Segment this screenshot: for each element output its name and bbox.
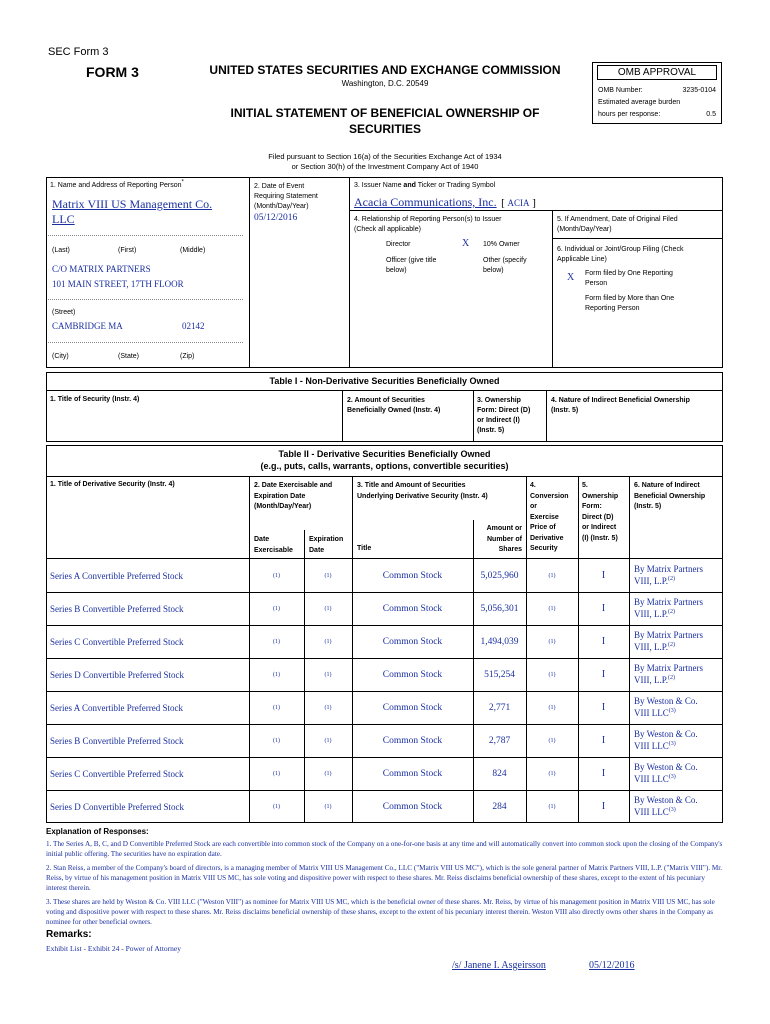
table1-col2-header: 2. Amount of Securities Beneficially Owned (Instr. 4) bbox=[347, 397, 441, 414]
row-date-exercisable: (1) bbox=[273, 770, 280, 777]
table2-col3-header: 3. Title and Amount of Securities Underlying Derivative Security (Instr. 4) bbox=[357, 482, 488, 500]
row-security-title: Series B Convertible Preferred Stock bbox=[50, 603, 184, 614]
row-expiration-date: (1) bbox=[324, 572, 332, 579]
box3-label: 3. Issuer Name and Ticker or Trading Symbol bbox=[354, 182, 496, 189]
row-underlying-shares: 2,771 bbox=[488, 702, 511, 713]
table-row bbox=[46, 559, 723, 592]
row-expiration-date: (1) bbox=[324, 605, 332, 612]
row-nature-of-ownership: By Matrix Partners VIII, L.P.$^{(2)}$ bbox=[634, 630, 703, 652]
row-conversion-price: (1) bbox=[548, 803, 556, 810]
table1-title: Table I - Non-Derivative Securities Beneficially Owned bbox=[269, 376, 500, 386]
box1-label: 1. Name and Address of Reporting Person* bbox=[50, 179, 184, 189]
omb-hours-value: 0.5 bbox=[706, 111, 716, 118]
table2-col5-header: 5. Ownership Form: Direct (D) or Indirect (I) (Instr. 5) bbox=[582, 482, 619, 542]
filed-pursuant-line2: or Section 30(h) of the Investment Company Act of 1940 bbox=[291, 162, 479, 171]
table2-date-exercisable-header: Date Exercisable bbox=[254, 536, 293, 554]
row-underlying-title: Common Stock bbox=[382, 702, 443, 713]
row-underlying-shares: 824 bbox=[492, 768, 507, 779]
row-date-exercisable: (1) bbox=[273, 803, 280, 810]
remarks-text: Exhibit List - Exhibit 24 - Power of Attorney bbox=[46, 944, 181, 953]
footnote-2: 2. Stan Reiss, a member of the Company's board of directors, is a managing member of Matrix VIII US Management Co., LLC ("Matrix VIII US MC"), which is the sole general partner of Matrix Partners VIII, L.P. ("Matrix VIII"). Mr. Reiss, by virtue of his management position in Matrix VIII US MC, has sole voting and dispositive power with respect to these shares. Mr. Reiss disclaims beneficial ownership of these shares, except to the extent of his pecuniary interest therein. bbox=[46, 864, 723, 892]
row-ownership-form: I bbox=[601, 801, 606, 812]
row-security-title: Series A Convertible Preferred Stock bbox=[50, 702, 183, 713]
row-underlying-title: Common Stock bbox=[382, 801, 443, 812]
omb-hours-label: hours per response: bbox=[598, 111, 661, 118]
box5-label: 5. If Amendment, Date of Original Filed (Month/Day/Year) bbox=[557, 216, 678, 233]
table-row bbox=[46, 658, 723, 691]
statement-title-line1: INITIAL STATEMENT OF BENEFICIAL OWNERSHIP OF bbox=[230, 106, 540, 120]
row-date-exercisable: (1) bbox=[273, 671, 280, 678]
footnote-ref: (3) bbox=[668, 741, 676, 747]
omb-number-value: 3235-0104 bbox=[682, 87, 716, 94]
row-underlying-shares: 284 bbox=[492, 801, 507, 812]
omb-burden-label: Estimated average burden bbox=[598, 99, 681, 106]
row-conversion-price: (1) bbox=[548, 737, 556, 744]
footnote-ref: (2) bbox=[668, 609, 675, 615]
remarks-heading: Remarks: bbox=[46, 929, 92, 940]
issuer-name-row: Acacia Communications, Inc. [ ACIA ] bbox=[354, 195, 536, 209]
row-ownership-form: I bbox=[601, 669, 606, 680]
row-underlying-shares: 1,494,039 bbox=[480, 636, 519, 647]
ticker-symbol: ACIA bbox=[507, 198, 530, 208]
table-row bbox=[46, 724, 723, 757]
single-filer-checkmark: X bbox=[567, 272, 575, 283]
last-label: (Last) bbox=[52, 247, 70, 254]
omb-approval-title: OMB APPROVAL bbox=[597, 65, 717, 80]
row-conversion-price: (1) bbox=[548, 671, 556, 678]
row-nature-of-ownership: By Matrix Partners VIII, L.P.$^{(2)}$ bbox=[634, 564, 703, 586]
form-number: FORM 3 bbox=[86, 64, 139, 80]
row-security-title: Series A Convertible Preferred Stock bbox=[50, 570, 183, 581]
box4-label: 4. Relationship of Reporting Person(s) to Issuer (Check all applicable) bbox=[354, 216, 502, 233]
sec-form-label: SEC Form 3 bbox=[48, 46, 109, 58]
table2-col4-header: 4. Conversion or Exercise Price of Derivative Security bbox=[530, 482, 569, 552]
row-underlying-title: Common Stock bbox=[382, 570, 443, 581]
first-label: (First) bbox=[118, 247, 137, 254]
issuer-name-link[interactable]: Acacia Communications, Inc. bbox=[354, 195, 497, 209]
row-nature-of-ownership: By Weston & Co. VIII LLC$^{(3)}$ bbox=[634, 762, 698, 784]
row-security-title: Series D Convertible Preferred Stock bbox=[50, 801, 184, 812]
footnote-ref: (3) bbox=[668, 708, 676, 714]
table2-title: Table II - Derivative Securities Beneficially Owned (e.g., puts, calls, warrants, options, convertible securities) bbox=[260, 449, 509, 471]
row-ownership-form: I bbox=[601, 768, 606, 779]
row-ownership-form: I bbox=[601, 702, 606, 713]
other-label: Other (specify below) bbox=[483, 257, 527, 274]
zip-label: (Zip) bbox=[180, 353, 195, 360]
row-date-exercisable: (1) bbox=[273, 605, 280, 612]
middle-label: (Middle) bbox=[180, 247, 206, 254]
table1-col4-header: 4. Nature of Indirect Beneficial Ownership (Instr. 5) bbox=[551, 397, 690, 414]
row-expiration-date: (1) bbox=[324, 704, 332, 711]
row-nature-of-ownership: By Matrix Partners VIII, L.P.$^{(2)}$ bbox=[634, 663, 703, 685]
row-date-exercisable: (1) bbox=[273, 704, 280, 711]
row-underlying-title: Common Stock bbox=[382, 603, 443, 614]
row-underlying-shares: 5,056,301 bbox=[480, 603, 519, 614]
zip-value: 02142 bbox=[182, 321, 205, 331]
signature-name: /s/ Janene I. Asgeirsson bbox=[452, 960, 546, 971]
row-conversion-price: (1) bbox=[548, 572, 556, 579]
row-underlying-shares: 515,254 bbox=[484, 669, 515, 680]
row-date-exercisable: (1) bbox=[273, 737, 280, 744]
row-nature-of-ownership: By Weston & Co. VIII LLC$^{(3)}$ bbox=[634, 729, 698, 751]
row-security-title: Series C Convertible Preferred Stock bbox=[50, 768, 184, 779]
table-row bbox=[46, 625, 723, 658]
row-date-exercisable: (1) bbox=[273, 638, 280, 645]
row-conversion-price: (1) bbox=[548, 704, 556, 711]
table-row bbox=[46, 790, 723, 823]
row-nature-of-ownership: By Weston & Co. VIII LLC$^{(3)}$ bbox=[634, 696, 698, 718]
table-row bbox=[46, 691, 723, 724]
table1-col3-header: 3. Ownership Form: Direct (D) or Indirect (I) (Instr. 5) bbox=[477, 397, 531, 434]
explanation-notes bbox=[46, 839, 724, 931]
event-date: 05/12/2016 bbox=[254, 213, 298, 223]
director-checkmark: X bbox=[462, 238, 470, 249]
statement-title-line2: SECURITIES bbox=[348, 122, 421, 136]
explanation-heading: Explanation of Responses: bbox=[46, 827, 149, 836]
table2-expiration-header: Expiration Date bbox=[309, 536, 344, 554]
row-expiration-date: (1) bbox=[324, 803, 332, 810]
city-label: (City) bbox=[52, 353, 69, 360]
footnote-ref: (2) bbox=[668, 642, 675, 648]
footnote-ref: (3) bbox=[668, 774, 676, 780]
table-row bbox=[46, 757, 723, 790]
row-underlying-title: Common Stock bbox=[382, 735, 443, 746]
row-conversion-price: (1) bbox=[548, 605, 556, 612]
table2-title-subheader: Title bbox=[357, 545, 372, 552]
signature-date: 05/12/2016 bbox=[589, 960, 635, 971]
row-underlying-title: Common Stock bbox=[382, 768, 443, 779]
footnote-ref: (3) bbox=[668, 807, 676, 813]
table2-col6-header: 6. Nature of Indirect Beneficial Ownership (Instr. 5) bbox=[634, 482, 706, 510]
footnote-ref: (2) bbox=[668, 675, 675, 681]
row-security-title: Series B Convertible Preferred Stock bbox=[50, 735, 184, 746]
row-ownership-form: I bbox=[601, 735, 606, 746]
omb-number-label: OMB Number: bbox=[598, 87, 643, 94]
box6-label: 6. Individual or Joint/Group Filing (Check Applicable Line) bbox=[557, 246, 684, 263]
state-label: (State) bbox=[118, 353, 140, 360]
row-expiration-date: (1) bbox=[324, 770, 332, 777]
address-line2: 101 MAIN STREET, 17TH FLOOR bbox=[52, 279, 184, 289]
reporting-person-name[interactable]: Matrix VIII US Management Co. LLC bbox=[52, 197, 213, 226]
row-conversion-price: (1) bbox=[548, 770, 556, 777]
row-security-title: Series C Convertible Preferred Stock bbox=[50, 636, 184, 647]
filed-pursuant-line1: Filed pursuant to Section 16(a) of the Securities Exchange Act of 1934 bbox=[268, 152, 502, 161]
box2-label: 2. Date of Event Requiring Statement (Month/Day/Year) bbox=[254, 183, 318, 210]
table-row bbox=[46, 592, 723, 625]
table2-amount-subheader: Amount or Number of Shares bbox=[486, 525, 522, 553]
footnote-3: 3. These shares are held by Weston & Co. VIII LLC ("Weston VIII") as nominee for Matrix VIII US MC, which is the beneficial owner of these shares. Mr. Reiss, by virtue of his management position in Matrix VIII US MC, has sole voting and dispositive power with respect to these shares. Mr. Reiss disclaims beneficial ownership of these shares, except to the extent of his pecuniary interest therein. Weston VIII also directly owns other shares in the Company as nominee for other beneficial owners. bbox=[46, 898, 715, 926]
row-underlying-shares: 2,787 bbox=[488, 735, 511, 746]
row-underlying-title: Common Stock bbox=[382, 669, 443, 680]
street-label: (Street) bbox=[52, 309, 76, 316]
row-conversion-price: (1) bbox=[548, 638, 556, 645]
row-security-title: Series D Convertible Preferred Stock bbox=[50, 669, 184, 680]
row-ownership-form: I bbox=[601, 636, 606, 647]
row-expiration-date: (1) bbox=[324, 737, 332, 744]
group-filer-label: Form filed by More than One Reporting Person bbox=[585, 295, 675, 312]
row-ownership-form: I bbox=[601, 603, 606, 614]
footnote-1: 1. The Series A, B, C, and D Convertible Preferred Stock are each convertible into common stock of the Company on a one-for-one basis at any time and will automatically convert into common stock upon the closing of the Company's initial public offering. The securities have no expiration date. bbox=[46, 840, 723, 858]
row-ownership-form: I bbox=[601, 570, 606, 581]
commission-location: Washington, D.C. 20549 bbox=[341, 79, 429, 88]
city-value: CAMBRIDGE MA bbox=[52, 321, 123, 331]
single-filer-label: Form filed by One Reporting Person bbox=[585, 270, 673, 287]
row-nature-of-ownership: By Matrix Partners VIII, L.P.$^{(2)}$ bbox=[634, 597, 703, 619]
director-label: Director bbox=[386, 241, 411, 248]
row-expiration-date: (1) bbox=[324, 671, 332, 678]
commission-title: UNITED STATES SECURITIES AND EXCHANGE COMMISSION bbox=[209, 63, 561, 77]
table2-col2-header: 2. Date Exercisable and Expiration Date (Month/Day/Year) bbox=[254, 482, 333, 510]
address-line1: C/O MATRIX PARTNERS bbox=[52, 264, 151, 274]
ten-percent-label: 10% Owner bbox=[483, 241, 520, 248]
row-underlying-title: Common Stock bbox=[382, 636, 443, 647]
table1-col1-header: 1. Title of Security (Instr. 4) bbox=[50, 396, 140, 403]
table2-col1-header: 1. Title of Derivative Security (Instr. 4) bbox=[50, 481, 175, 488]
row-date-exercisable: (1) bbox=[273, 572, 280, 579]
officer-label: Officer (give title below) bbox=[386, 257, 437, 274]
row-expiration-date: (1) bbox=[324, 638, 332, 645]
footnote-ref: (2) bbox=[668, 576, 675, 582]
row-underlying-shares: 5,025,960 bbox=[480, 570, 519, 581]
row-nature-of-ownership: By Weston & Co. VIII LLC$^{(3)}$ bbox=[634, 795, 698, 817]
